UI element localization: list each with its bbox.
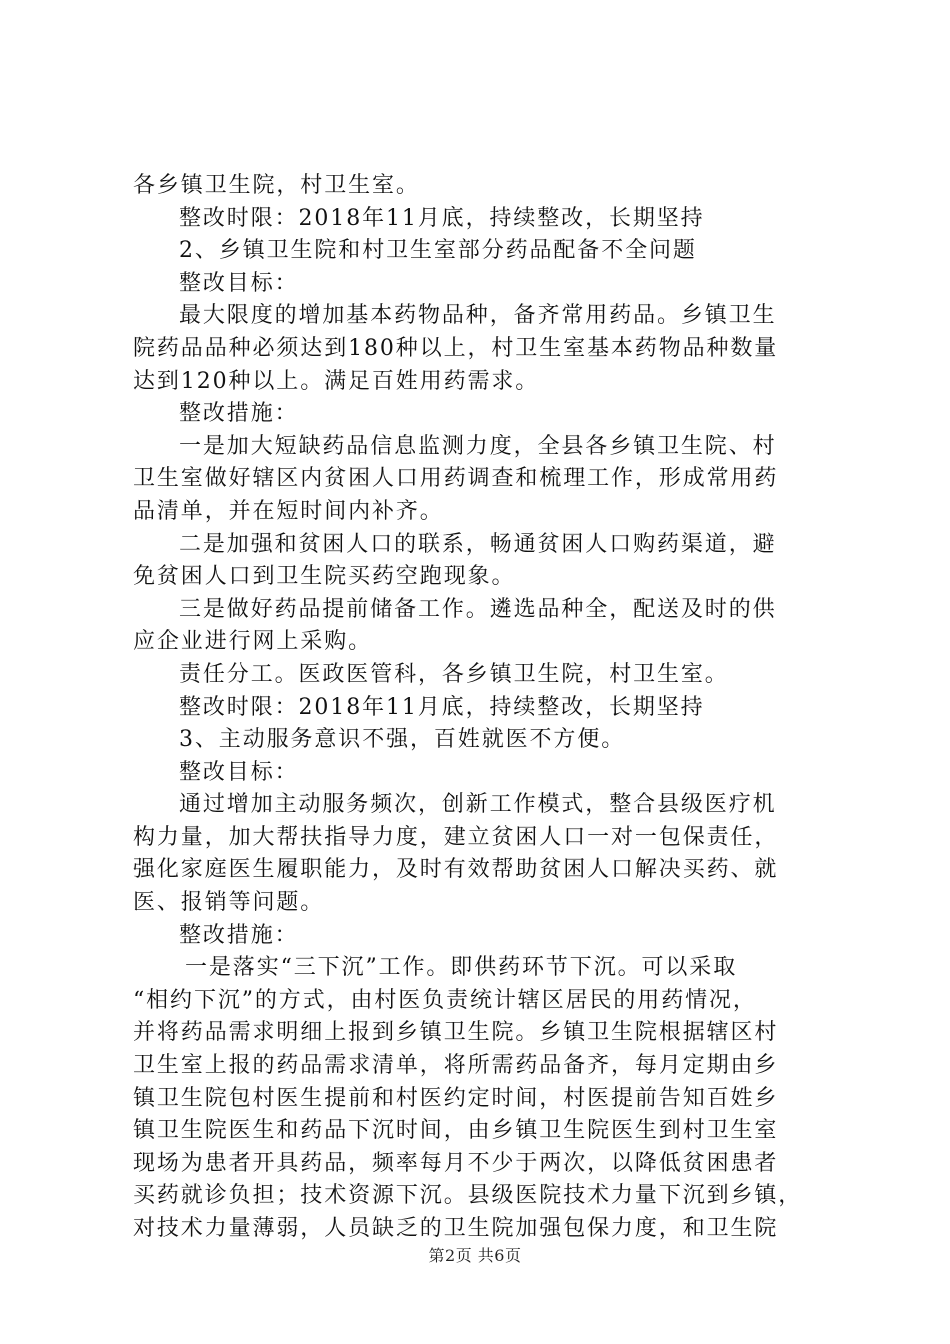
text-line: 买药就诊负担；技术资源下沉。县级医院技术力量下沉到乡镇， [133,1183,803,1209]
document-body [133,170,833,1246]
text-line: 医、报销等问题。 [133,890,325,916]
text-line: 免贫困人口到卫生院买药空跑现象。 [133,564,516,590]
text-line: 镇卫生院医生和药品下沉时间，由乡镇卫生院医生到村卫生室 [133,1118,779,1144]
text-line: 卫生室上报的药品需求清单，将所需药品备齐，每月定期由乡 [133,1053,779,1079]
text-line: 现场为患者开具药品，频率每月不少于两次，以降低贫困患者 [133,1150,779,1176]
text-line: 达到120种以上。满足百姓用药需求。 [133,368,540,394]
section-heading: 3、主动服务意识不强，百姓就医不方便。 [179,727,626,753]
text-line: 整改时限：2018年11月底，持续整改，长期坚持 [179,205,705,231]
text-line: 强化家庭医生履职能力，及时有效帮助贫困人口解决买药、就 [133,857,779,883]
text-line: 三是做好药品提前储备工作。遴选品种全，配送及时的供 [179,596,777,622]
text-line: 最大限度的增加基本药物品种，备齐常用药品。乡镇卫生 [179,303,777,329]
text-line: 并将药品需求明细上报到乡镇卫生院。乡镇卫生院根据辖区村 [133,1020,779,1046]
text-line: 镇卫生院包村医生提前和村医约定时间，村医提前告知百姓乡 [133,1085,779,1111]
text-line: 通过增加主动服务频次，创新工作模式，整合县级医疗机 [179,792,777,818]
text-line: 一是落实“三下沉”工作。即供药环节下沉。可以采取 [185,955,738,981]
subheading: 整改措施： [179,922,299,948]
subheading: 整改目标： [179,759,299,785]
text-line: 卫生室做好辖区内贫困人口用药调查和梳理工作，形成常用药 [133,466,779,492]
text-line: 各乡镇卫生院，村卫生室。 [133,173,420,198]
text-line: 对技术力量薄弱，人员缺乏的卫生院加强包保力度，和卫生院 [133,1216,779,1241]
text-line: 品清单，并在短时间内补齐。 [133,498,444,524]
text-line: 责任分工。医政医管科，各乡镇卫生院，村卫生室。 [179,661,729,687]
text-line: 应企业进行网上采购。 [133,629,373,655]
text-line: 整改时限：2018年11月底，持续整改，长期坚持 [179,694,705,720]
section-heading: 2、乡镇卫生院和村卫生室部分药品配备不全问题 [179,238,697,264]
text-line: 院药品品种必须达到180种以上，村卫生室基本药物品种数量 [133,335,779,361]
page-number-footer: 第2页 共6页 [428,1246,522,1265]
text-line: 构力量，加大帮扶指导力度，建立贫困人口一对一包保责任， [133,824,779,850]
text-line: “相约下沉”的方式，由村医负责统计辖区居民的用药情况， [133,987,757,1013]
subheading: 整改目标： [179,270,299,296]
subheading: 整改措施： [179,401,299,427]
text-line: 一是加大短缺药品信息监测力度，全县各乡镇卫生院、村 [179,433,777,459]
text-line: 二是加强和贫困人口的联系，畅通贫困人口购药渠道，避 [179,531,777,557]
